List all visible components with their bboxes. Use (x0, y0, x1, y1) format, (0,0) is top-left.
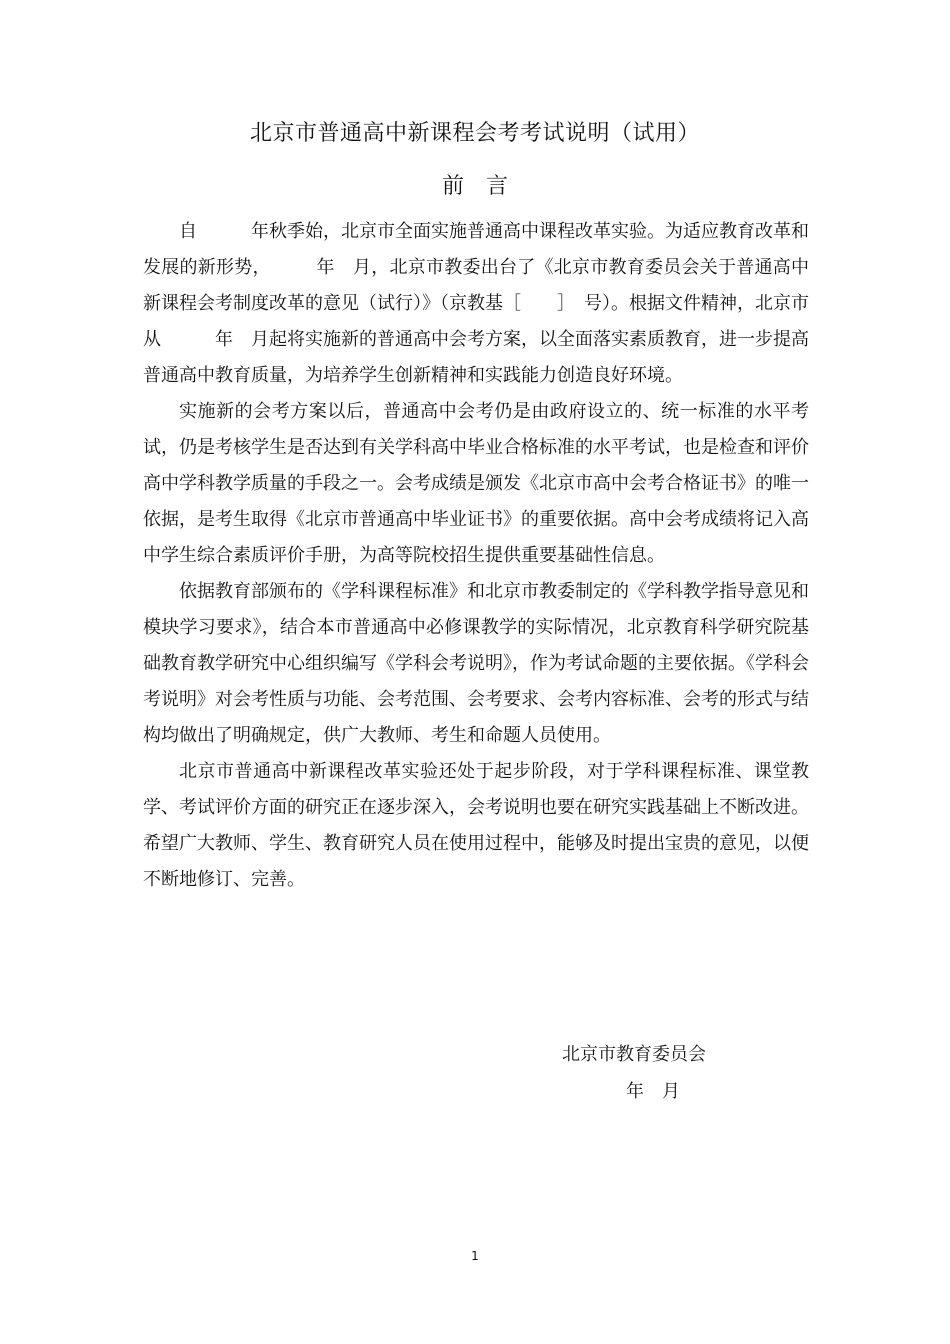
document-body (143, 214, 809, 898)
signature-organization: 北京市教育委员会 (562, 1044, 706, 1065)
paragraph-1: 自 年秋季始，北京市全面实施普通高中课程改革实验。为适应教育改革和发展的新形势， 年 月，北京市教委出台了《北京市教育委员会关于普通高中新课程会考制度改革的意见（试行）》（京教基［ ］ 号）。根据文件精神，北京市从 年 月起将实施新的普通高中会考方案，以全面落实素质教育，进一步提高普通高中教育质量，为培养学生创新精神和实践能力创造良好环境。 (143, 221, 809, 386)
paragraph-4: 北京市普通高中新课程改革实验还处于起步阶段，对于学科课程标准、课堂教学、考试评价方面的研究正在逐步深入，会考说明也要在研究实践基础上不断改进。希望广大教师、学生、教育研究人员在使用过程中，能够及时提出宝贵的意见，以便不断地修订、完善。 (143, 761, 809, 890)
paragraph-3: 依据教育部颁布的《学科课程标准》和北京市教委制定的《学科教学指导意见和模块学习要求》，结合本市普通高中必修课教学的实际情况，北京教育科学研究院基础教育教学研究中心组织编写《学科会考说明》，作为考试命题的主要依据。《学科会考说明》对会考性质与功能、会考范围、会考要求、会考内容标准、会考的形式与结构均做出了明确规定，供广大教师、考生和命题人员使用。 (143, 581, 809, 746)
page-number: 1 (471, 1249, 479, 1263)
signature-date: 年 月 (626, 1081, 680, 1102)
paragraph-2: 实施新的会考方案以后，普通高中会考仍是由政府设立的、统一标准的水平考试，仍是考核学生是否达到有关学科高中毕业合格标准的水平考试，也是检查和评价高中学科教学质量的手段之一。会考成绩是颁发《北京市高中会考合格证书》的唯一依据，是考生取得《北京市普通高中毕业证书》的重要依据。高中会考成绩将记入高中学生综合素质评价手册，为高等院校招生提供重要基础性信息。 (143, 401, 809, 566)
document-title: 北京市普通高中新课程会考考试说明（试用） (249, 121, 700, 146)
preface-heading: 前 言 (441, 174, 508, 199)
